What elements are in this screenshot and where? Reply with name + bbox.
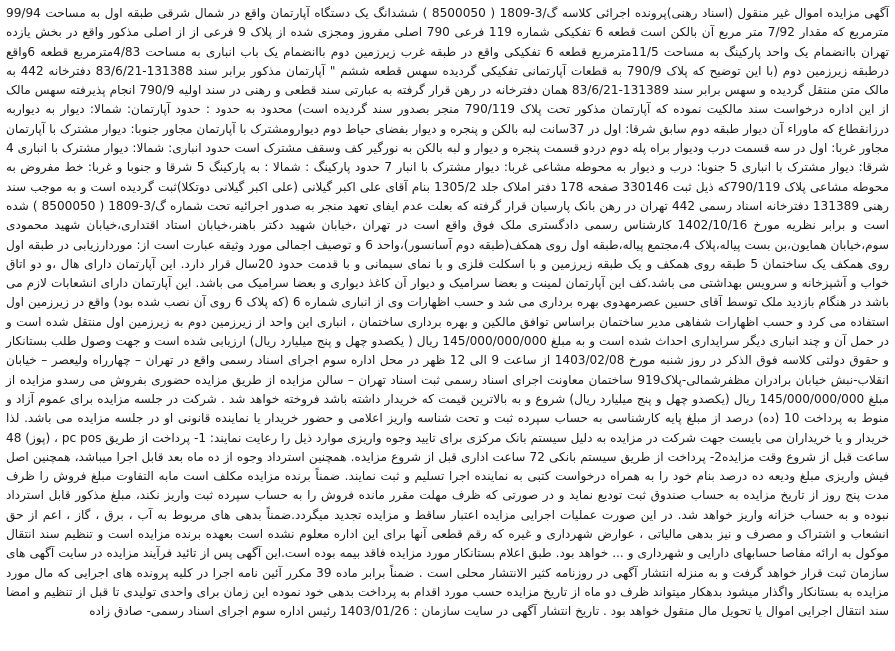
auction-notice-text: آگهی مزایده اموال غیر منقول (اسناد رهنی)پرونده اجرائی کلاسه گ/3-1809 ( 8500050 ) ششدانگ یک دستگاه آپارتمان واقع در شمال شرقی طبقه اول به مساحت 99/94 مترمربع که مقدار 7/92 متر مربع آن بالکن است قطعه 6 تفکیکی شماره 119 فرعی 790 اصلی مفروز ومجزی شده از پلاک 9 فرعی از از اصلی مذکور واقع در بخش یازده تهران باانضمام یک واحد پارکینگ به مساحت 11/5مترمربع قطعه 6 تفکیکی واقع در طبقه غرب زیرزمین دوم باانضمام یک باب انباری به مساحت 4/83مترمربع قطعه 6واقع درطبقه زیرزمین دوم (با این توضیح که پلاک 790/9 به قطعات آپارتمانی تفکیکی گردیده سهس قطعه ششم " آپارتمان مذکور برابر سند 131388-83/6/21 دفترخانه 442 به مالک متن منتقل گردیده و سهس برابر سند 131389-83/6/21 همان دفترخانه در رهن قرار گرفته به عبارتی سند قطعی و رهنی در سند اولیه 790/9 انجام پذیرفته سهس مالک از این اداره درخواست سند مالکیت نموده که آپارتمان مذکور تحت پلاک 790/119 منجر بصدور سند گردیده است) محدود به حدود : حدود آپارتمان: شمالا: دیوار به دیواربه درزانقطاع که ماوراء آن دیوار طبقه دوم سابق شرقا: اول در 37سانت لبه بالکن و پنجره و دیوار بفضای حیاط دوم دیوارومشترک با آپارتمان مجاور جنوبا: دیوار مشترک با آپارتمان مجاور غربا: اول در سه قسمت درب ودیوار براه پله دوم دردو قسمت پنجره و دیوار و لبه بالکن به نورگیر کف وسقف مشترک است حدود انباری: شمالا: دیوار مشترک با انباری 4 شرقا: دیوار مشترک با انباری 5 جنوبا: درب و دیوار به محوطه مشاعی غربا: دیوار مشترک با انبار 7 حدود پارکینگ : شمالا : به پارکینگ 5 شرقا و جنوبا و غربا: خط مفروض به محوطه مشاعی پلاک 790/119که ذیل ثبت 330146 صفحه 178 دفتر املاک جلد 1305/2 بنام آقای علی اکبر گیلانی (علی اکبر گیلانی دوتکلا)ثبت گردیده است و به موجب سند رهنی 131389 دفترخانه اسناد رسمی 442 تهران در رهن بانک پارسیان قرار گرفته که بعلت عدم ایفای تعهد منجر به صدور اجرائیه تحت شماره گ/3-1809 ( 8500050 ) شده است و برابر نظریه مورخ 1402/10/16 کارشناس رسمی دادگستری ملک فوق واقع است در تهران ،خیابان شهید دکتر باهنر،خیابان استاد اقتداری،خیابان شهید محمودی سوم،خیابان همایون،بن بست پیاله،پلاک 4،مجتمع پیاله،طبقه اول روی همکف(طبقه دوم آسانسور)،واحد 6 و توصیف اجمالی مورد وثیقه عبارت است از: موردارزیابی در طبقه اول روی همکف یک ساختمان 5 طبقه روی همکف و یک طبقه زیرزمین و با اسکلت فلزی و با نمای سیمانی و با قدمت حدود 20سال قرار دارد. این آپارتمان دارای هال ،و دو اتاق خواب و آشپزخانه و سرویس بهداشتی می باشد.کف این آپارتمان لمینت و بعضا سرامیک و دیوار آن کاغذ دیواری و بعضا سرامیک می باشد. این آپارتمان دارای انشعابات لازم می باشد در هنگام بازدید ملک توسط آقای حسین عصرمهدوی بهره برداری می شد و حسب اظهارات وی از انباری شماره 6 (که پلاک 6 روی آن نصب شده بود) واقع در زیرزمین اول استفاده می کرد و حسب اظهارات شفاهی مدیر ساختمان براساس توافق مالکین و بهره برداری ساختمان ، انباری این واحد از زیرزمین دوم به زیرزمین اول منتقل شده است و در حمل آن و چند انباری دیگر سرایداری احداث شده است و به مبلغ 145/000/000/000 ریال ( یکصدو چهل و پنج میلیارد ریال) ارزیابی شده است و جهت وصول طلب بستانکار و حقوق دولتی کلاسه فوق الذکر در روز شنبه مورخ 1403/02/08 از ساعت 9 الی 12 ظهر در محل اداره سوم اجرای اسناد رسمی واقع در تهران – چهارراه ولیعصر – خیابان انقلاب-نبش خیابان برادران مظفرشمالی-پلاک919 ساختمان معاونت اجرای اسناد رسمی ثبت اسناد تهران – سالن مزایده از طریق مزایده حضوری بفروش می رسدو مزایده از مبلغ 145/000/000/000 ریال (یکصدو چهل و پنج میلیارد ریال) شروع و به بالاترین قیمت که خریدار داشته باشد فروخته خواهد شد . شرکت در جلسه مزایده برای عموم آزاد و منوط به پرداخت 10 (ده) درصد از مبلغ پایه کارشناسی به حساب سپرده ثبت و تحت شناسه واریز اعلامی و حضور خریدار یا نماینده قانونی او در جلسه مزایده می باشد. لذا خریدار و یا خریداران می بایست جهت شرکت در مزایده به دلیل سیستم بانک مرکزی برای تایید وجوه واریزی موارد ذیل را رعایت نمایند: 1- پرداخت از طریق pc pos ، (پوز) 48 ساعت قبل از شروع وقت مزایده2- پرداخت از طریق سیستم بانکی 72 ساعت اداری قبل از شروع مزایده. همچنین استرداد وجوه از ده ماه بعد قابل اجرا میباشد، همچنین اصل فیش واریزی مبلغ ودیعه ده درصد بنام خود را به همراه درخواست کتبی به نماینده اجرا تسلیم و ثبت نمایند. ضمناً برنده مزایده مکلف است مابه التفاوت مبلغ فروش را ظرف مدت پنج روز از تاریخ مزایده به حساب صندوق ثبت تودیع نماید و در صورتی که ظرف مهلت مقرر مانده فروش را به حساب سپرده ثبت واریز نکند، مبلغ مذکور قابل استرداد نبوده و به حساب خزانه واریز خواهد شد. در این صورت عملیات اجرایی مزایده اعتبار ساقط و مزایده تجدید میگردد.ضمناً بدهی های مربوط به آب ، برق ، گاز ، اعم از حق انشعاب و اشتراک و مصرف و نیز بدهی مالیاتی ، عوارض شهرداری و غیره که رقم قطعی آنها برای این اداره معلوم نشده است بعهده برنده مزایده است و تنظیم سند انتقال موکول به ارائه مفاصا حسابهای دارایی و شهرداری و ... خواهد بود. طبق اعلام بستانکار مورد مزایده فاقد بیمه بوده است.این آگهی پس از تائید فرآیند مزایده در سایت آگهی های سازمان ثبت قرار خواهد گرفت و به منزله انتشار آگهی در روزنامه کثیر الانتشار محلی است . ضمناً برابر ماده 39 مکرر آئین نامه اجرا در کلیه پرونده های اجرایی که مال مورد مزایده به بستانکار واگذار میشود بدهکار میتواند ظرف دو ماه از تاریخ مزایده حسب مورد اقدام به پرداخت بدهی خود نموده این زمان برای واحدی تولیدی تا قبل از تنظیم و امضا سند انتقال اجرایی اموال یا تحویل مال منقول خواهد بود . تاریخ انتشار آگهی در سایت سازمان : 1403/01/26 رئیس اداره سوم اجرای اسناد رسمی- صادق زاده bbox=[6, 6, 890, 619]
